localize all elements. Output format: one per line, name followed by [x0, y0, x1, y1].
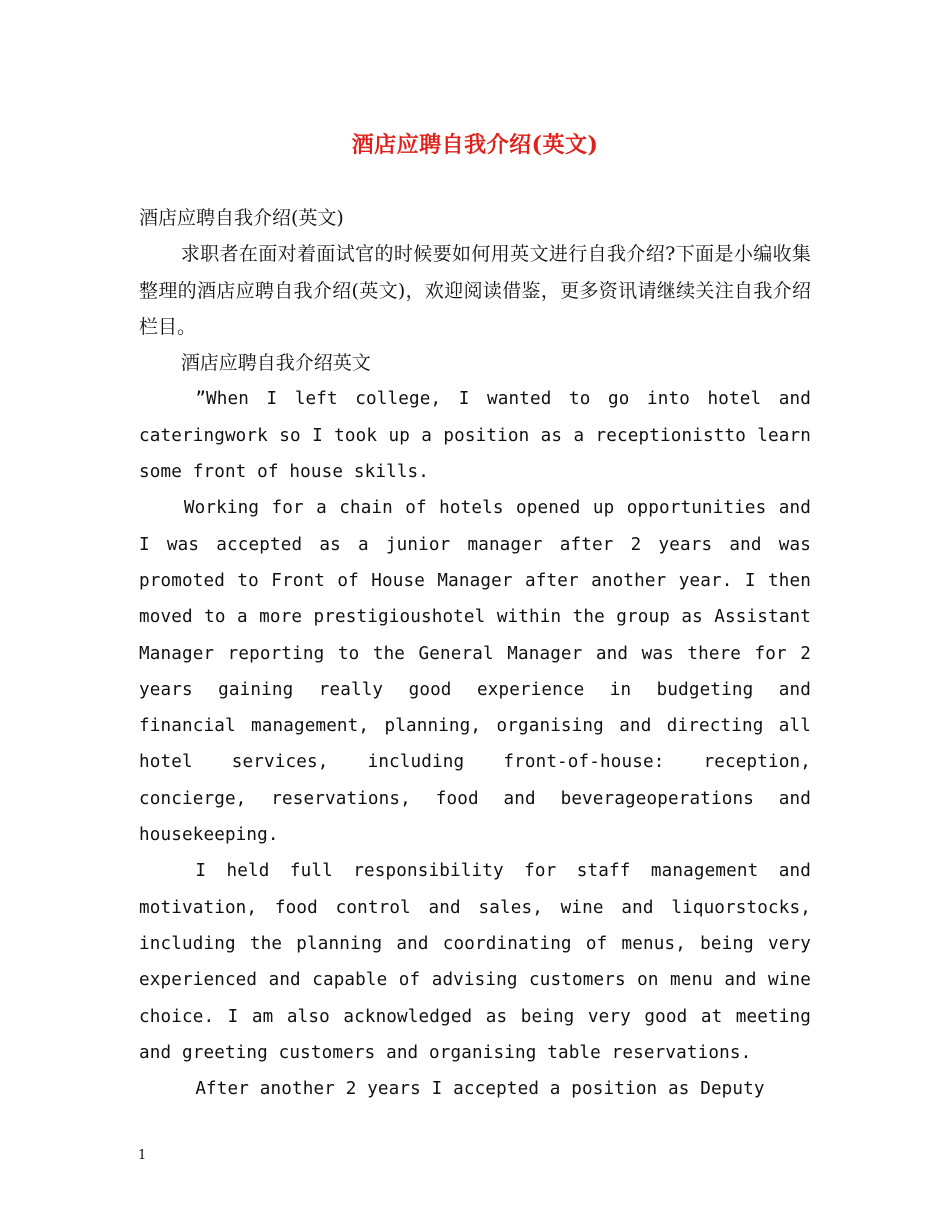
subheading: 酒店应聘自我介绍英文 [180, 352, 371, 375]
english-paragraph: I held full responsibility for staff management and motivation, food control and sales, wine and liquorstocks, including the planning and coordinating of menus, being very experienced and capable of advising customers on menu and wine choice. I am also acknowledged as being very good at meeting and greeting customers and organising table reservations. [139, 861, 811, 1063]
intro-paragraph: 求职者在面对着面试官的时候要如何用英文进行自我介绍?下面是小编收集整理的酒店应聘自我介绍(英文)，欢迎阅读借鉴，更多资讯请继续关注自我介绍栏目。 [139, 243, 811, 338]
english-paragraph: Working for a chain of hotels opened up opportunities and I was accepted as a junior manager after 2 years and was promoted to Front of House Manager after another year. I then moved to a more prestigioushotel within the group as Assistant Manager reporting to the General Manager and was there for 2 years gaining really good experience in budgeting and financial management, planning, organising and directing all hotel services, including front-of-house: reception, concierge, reservations, food and beverageoperations and housekeeping. [139, 498, 811, 846]
section-heading: 酒店应聘自我介绍(英文) [139, 207, 344, 229]
document-title: 酒店应聘自我介绍(英文) [351, 132, 599, 158]
page-number: 1 [138, 1148, 147, 1163]
english-paragraph: After another 2 years I accepted a position as Deputy [195, 1079, 765, 1100]
english-paragraph: ”When I left college, I wanted to go into hotel and cateringwork so I took up a position as a receptionistto learn some front of house skills. [139, 389, 811, 483]
document-body [139, 200, 811, 1107]
